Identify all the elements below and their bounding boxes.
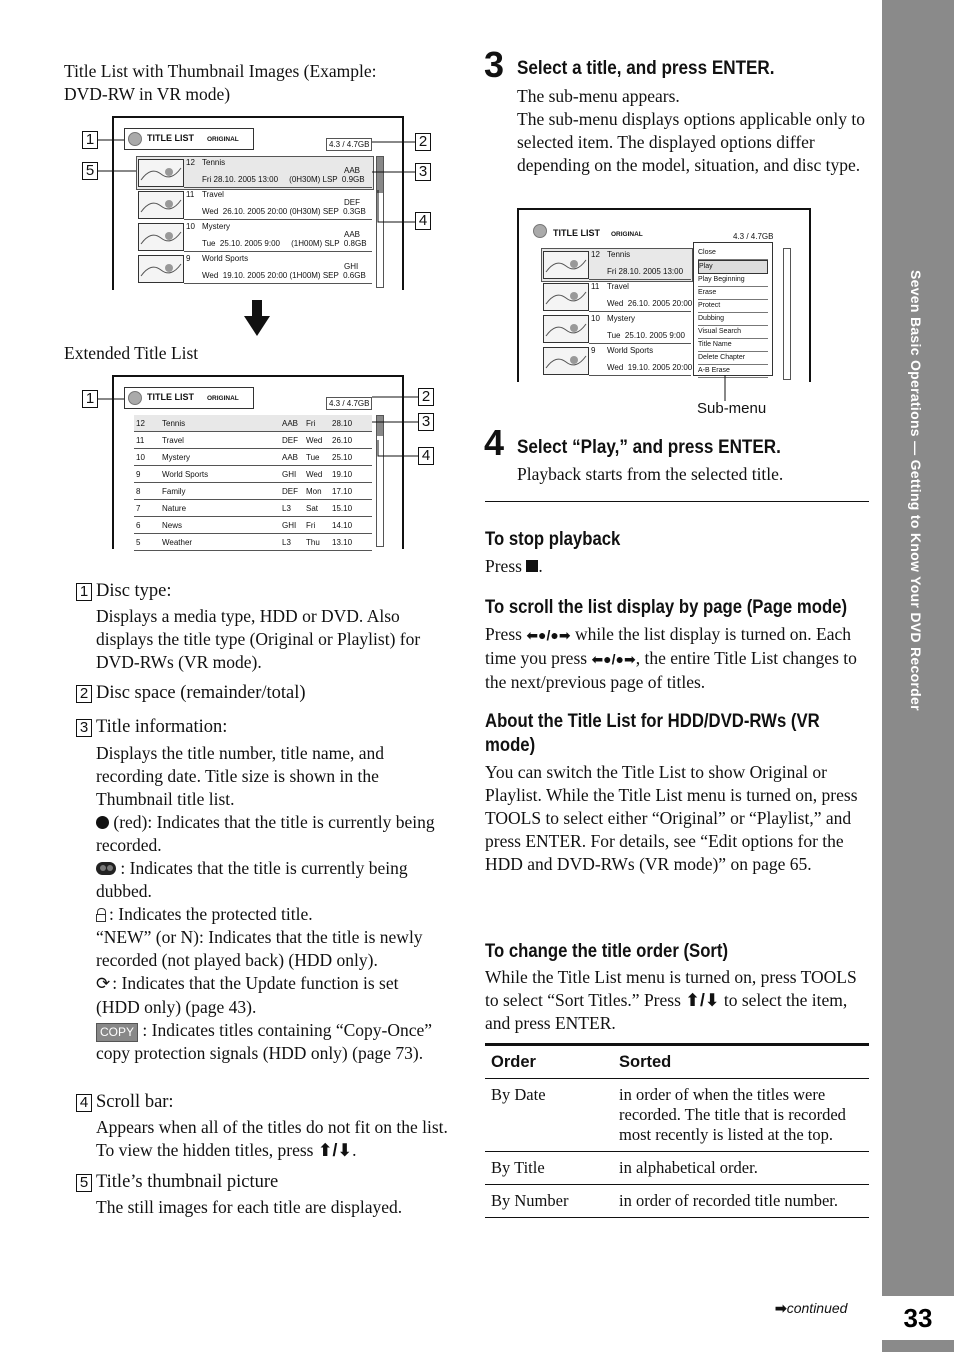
table-header-order: Order xyxy=(491,1053,536,1071)
ext-date: 26.10 xyxy=(332,436,353,445)
stop-square-icon xyxy=(526,560,538,572)
title-code: AAB xyxy=(344,230,361,239)
title-info: Wed 19.10. 2005 20:00 (1H00M) SEP 0.6GB xyxy=(202,271,366,280)
title-list-label: TITLE LIST xyxy=(553,228,600,238)
ext-code: GHI xyxy=(282,521,297,530)
callout-1-ext: 1 xyxy=(82,390,98,408)
callout-4-ext: 4 xyxy=(418,447,434,465)
title-code: AAB xyxy=(344,166,361,175)
submenu-item[interactable]: Close xyxy=(698,247,768,260)
ext-num: 10 xyxy=(136,453,145,462)
scroll-bar[interactable] xyxy=(783,248,791,380)
title-number: 9 xyxy=(591,346,596,355)
table-row: By Number in order of recorded title number. xyxy=(485,1185,869,1218)
ext-name: Family xyxy=(162,487,186,496)
side-tab xyxy=(882,0,954,1352)
list-item[interactable] xyxy=(541,280,691,312)
lock-icon xyxy=(96,908,106,922)
item-scroll-bar-title: Scroll bar: xyxy=(96,1092,174,1112)
step-3-number: 3 xyxy=(484,44,505,85)
ext-date: 28.10 xyxy=(332,419,353,428)
submenu-item[interactable]: Protect xyxy=(698,300,768,313)
title-info: Wed 26.10. 2005 20:00 xyxy=(607,299,693,308)
recording-dot-icon xyxy=(96,816,109,829)
ext-day: Sat xyxy=(306,504,319,513)
ext-num: 12 xyxy=(136,419,145,428)
title-info: Fri 28.10. 2005 13:00 xyxy=(607,267,684,276)
side-tab-text: Seven Basic Operations — Getting to Know Your DVD Recorder xyxy=(908,270,924,711)
title-info-description: Displays the title number, title name, and recording date. Title size is shown in the Thumbnail title list. xyxy=(96,743,384,809)
page-number: 33 xyxy=(882,1296,954,1340)
disc-space: 4.3 / 4.7GB xyxy=(733,232,774,241)
ext-date: 13.10 xyxy=(332,538,353,547)
original-label: ORIGINAL xyxy=(207,136,239,143)
ext-name: News xyxy=(162,521,183,530)
title-code: GHI xyxy=(344,262,359,271)
list-item[interactable] xyxy=(541,248,691,280)
dubbing-icon xyxy=(96,862,116,875)
ext-num: 5 xyxy=(136,538,141,547)
item-disc-type-body: Displays a media type, HDD or DVD. Also displays the title type (Original or Playlist) for DVD-RWs (VR mode). xyxy=(96,606,421,672)
title-name: Tennis xyxy=(607,250,631,259)
disc-icon xyxy=(533,224,547,238)
title-info: Tue 25.10. 2005 9:00 (1H00M) SLP 0.8GB xyxy=(202,239,367,248)
submenu-item[interactable]: A-B Erase xyxy=(698,365,768,378)
title-info: Wed 19.10. 2005 20:00 xyxy=(607,363,693,372)
table-row: By Title in alphabetical order. xyxy=(485,1152,869,1185)
about-title-list-heading: About the Title List for HDD/DVD-RWs (VR mode) xyxy=(485,711,820,756)
ext-day: Tue xyxy=(306,453,320,462)
step-4-number: 4 xyxy=(484,422,505,463)
thumbnail-picture xyxy=(543,251,589,279)
title-number: 10 xyxy=(591,314,600,323)
step-4-title: Select “Play,” and press ENTER. xyxy=(517,437,781,458)
item-scroll-bar-body: Appears when all of the titles do not fit on the list. To view the hidden titles, press ⬆/⬇. xyxy=(96,1117,448,1160)
item-title-info-title: Title information: xyxy=(96,717,228,737)
original-label: ORIGINAL xyxy=(611,231,643,238)
title-list-label: TITLE LIST xyxy=(147,392,194,402)
ext-day: Thu xyxy=(306,538,320,547)
item-num-2: 2 xyxy=(76,685,92,703)
original-label: ORIGINAL xyxy=(207,395,239,402)
ext-day: Wed xyxy=(306,470,323,479)
title-number: 10 xyxy=(186,222,195,231)
table-header-sorted: Sorted xyxy=(619,1053,672,1071)
thumbnail-picture xyxy=(543,347,589,375)
ext-code: GHI xyxy=(282,470,297,479)
ext-code: AAB xyxy=(282,453,299,462)
ext-code: L3 xyxy=(282,504,291,513)
ext-num: 9 xyxy=(136,470,141,479)
ext-num: 7 xyxy=(136,504,141,513)
ext-day: Mon xyxy=(306,487,322,496)
up-down-arrows-icon: ⬆/⬇ xyxy=(317,1140,353,1160)
recording-indicator-line: (red): Indicates that the title is currently being recorded. xyxy=(96,812,435,855)
item-num-5: 5 xyxy=(76,1174,92,1192)
ext-day: Wed xyxy=(306,436,323,445)
about-title-list-body: You can switch the Title List to show Original or Playlist. While the Title List menu is turned on, press TOOLS to select either “Original” or “Playlist,” and press ENTER. For details, see “Edit options for the HDD and DVD-RWs (VR mode)” on page 65. xyxy=(485,762,858,874)
ext-name: Mystery xyxy=(162,453,190,462)
title-name: World Sports xyxy=(607,346,654,355)
ext-code: DEF xyxy=(282,487,298,496)
prev-next-icon-2: ⬅●/●➡ xyxy=(591,651,636,667)
title-number: 12 xyxy=(591,250,600,259)
submenu-item[interactable]: Title Name xyxy=(698,339,768,352)
sort-order-table xyxy=(485,1046,869,1218)
ext-num: 6 xyxy=(136,521,141,530)
page-mode-heading: To scroll the list display by page (Page mode) xyxy=(485,597,848,618)
ext-date: 25.10 xyxy=(332,453,353,462)
item-thumbnail-body: The still images for each title are displayed. xyxy=(96,1197,403,1217)
ext-num: 8 xyxy=(136,487,141,496)
extended-caption: Extended Title List xyxy=(64,343,199,363)
ext-date: 15.10 xyxy=(332,504,353,513)
step-4-body: Playback starts from the selected title. xyxy=(517,464,784,484)
continued-arrow-icon: ➡ xyxy=(775,1300,787,1316)
ext-name: Nature xyxy=(162,504,187,513)
item-disc-type-title: Disc type: xyxy=(96,581,172,601)
title-list-label: TITLE LIST xyxy=(147,133,194,143)
submenu-screen xyxy=(517,208,811,382)
ext-day: Fri xyxy=(306,521,316,530)
ext-code: DEF xyxy=(282,436,298,445)
table-row: By Date in order of when the titles were recorded. The title that is recorded most recently is listed at the top. xyxy=(485,1079,869,1152)
title-number: 12 xyxy=(186,158,195,167)
title-name: Tennis xyxy=(202,158,226,167)
title-code: DEF xyxy=(344,198,360,207)
title-number: 11 xyxy=(186,190,195,199)
submenu-item[interactable]: Dubbing xyxy=(698,313,768,326)
submenu-item[interactable]: Visual Search xyxy=(698,326,768,339)
submenu-item[interactable]: Play Beginning xyxy=(698,274,768,287)
callout-1: 1 xyxy=(82,131,98,149)
dubbing-indicator-line: : Indicates that the title is currently being dubbed. xyxy=(96,858,408,901)
item-title-info-body xyxy=(96,742,446,1065)
ext-date: 17.10 xyxy=(332,487,353,496)
ext-code: AAB xyxy=(282,419,299,428)
stop-playback-body: Press . xyxy=(485,556,543,576)
page-mode-body: Press ⬅●/●➡ while the list display is turned on. Each time you press ⬅●/●➡, the entire Title List changes to the next/previous page of titles. xyxy=(485,624,857,692)
callout-2: 2 xyxy=(415,133,431,151)
item-thumbnail-title: Title’s thumbnail picture xyxy=(96,1172,279,1192)
submenu-leader-line xyxy=(720,375,730,401)
disc-space: 4.3 / 4.7GB xyxy=(326,397,372,410)
title-name: Mystery xyxy=(202,222,230,231)
item-disc-space-title: Disc space (remainder/total) xyxy=(96,683,306,703)
title-info: Wed 26.10. 2005 20:00 (0H30M) SEP 0.3GB xyxy=(202,207,366,216)
prev-next-icon: ⬅●/●➡ xyxy=(526,627,571,643)
table-header-row xyxy=(485,1046,869,1079)
list-item[interactable] xyxy=(541,344,691,376)
list-item[interactable] xyxy=(541,312,691,344)
callout-5: 5 xyxy=(82,162,98,180)
title-info: Tue 25.10. 2005 9:00 xyxy=(607,331,685,340)
continued-note: ➡continued xyxy=(775,1300,848,1316)
section-divider xyxy=(485,501,869,502)
stop-playback-heading: To stop playback xyxy=(485,529,621,550)
title-name: Mystery xyxy=(607,314,635,323)
item-num-4: 4 xyxy=(76,1094,92,1112)
ext-name: Weather xyxy=(162,538,193,547)
thumb-caption-line1: Title List with Thumbnail Images (Example: xyxy=(64,61,377,81)
item-num-3: 3 xyxy=(76,719,92,737)
up-down-arrows-icon: ⬆/⬇ xyxy=(685,990,720,1010)
ext-name: Tennis xyxy=(162,419,186,428)
callout-3-ext: 3 xyxy=(418,413,434,431)
step-3-title: Select a title, and press ENTER. xyxy=(517,58,775,79)
ext-name: Travel xyxy=(162,436,184,445)
ext-day: Fri xyxy=(306,419,316,428)
update-indicator-line: ⟳ : Indicates that the Update function is set (HDD only) (page 43). xyxy=(96,973,399,1017)
copy-indicator-line: COPY : Indicates titles containing “Copy-Once” copy protection signals (HDD only) (page 73). xyxy=(96,1020,433,1063)
step-3-body: The sub-menu appears. The sub-menu displays options applicable only to selected item. The displayed options differ depending on the model, situation, and disc type. xyxy=(517,86,866,175)
submenu-item[interactable]: Play xyxy=(698,260,768,274)
copy-icon: COPY xyxy=(96,1023,138,1042)
thumbnail-picture xyxy=(543,315,589,343)
submenu-popup xyxy=(693,242,773,376)
submenu-item[interactable]: Delete Chapter xyxy=(698,352,768,365)
disc-space: 4.3 / 4.7GB xyxy=(326,138,372,151)
ext-name: World Sports xyxy=(162,470,209,479)
thumbnail-picture xyxy=(543,283,589,311)
title-info: Fri 28.10. 2005 13:00 (0H30M) LSP 0.9GB xyxy=(202,175,365,184)
title-number: 9 xyxy=(186,254,191,263)
title-name: Travel xyxy=(202,190,224,199)
protected-indicator-line: : Indicates the protected title. xyxy=(96,903,446,926)
ext-date: 14.10 xyxy=(332,521,353,530)
item-num-1: 1 xyxy=(76,583,92,601)
submenu-item[interactable]: Erase xyxy=(698,287,768,300)
sort-heading: To change the title order (Sort) xyxy=(485,941,729,962)
title-name: Travel xyxy=(607,282,629,291)
title-name: World Sports xyxy=(202,254,249,263)
new-indicator-line: “NEW” (or N): Indicates that the title is newly recorded (not played back) (HDD only). xyxy=(96,927,423,970)
callout-2-ext: 2 xyxy=(418,388,434,406)
title-number: 11 xyxy=(591,282,600,291)
update-cycle-icon: ⟳ xyxy=(96,974,111,994)
submenu-label: Sub-menu xyxy=(697,400,767,417)
callout-4: 4 xyxy=(415,212,431,230)
callout-3: 3 xyxy=(415,163,431,181)
sort-body: While the Title List menu is turned on, press TOOLS to select “Sort Titles.” Press ⬆/⬇ to select the item, and press ENTER. xyxy=(485,967,857,1033)
ext-code: L3 xyxy=(282,538,291,547)
thumb-caption-line2: DVD-RW in VR mode) xyxy=(64,84,231,104)
ext-num: 11 xyxy=(136,436,145,445)
ext-date: 19.10 xyxy=(332,470,353,479)
